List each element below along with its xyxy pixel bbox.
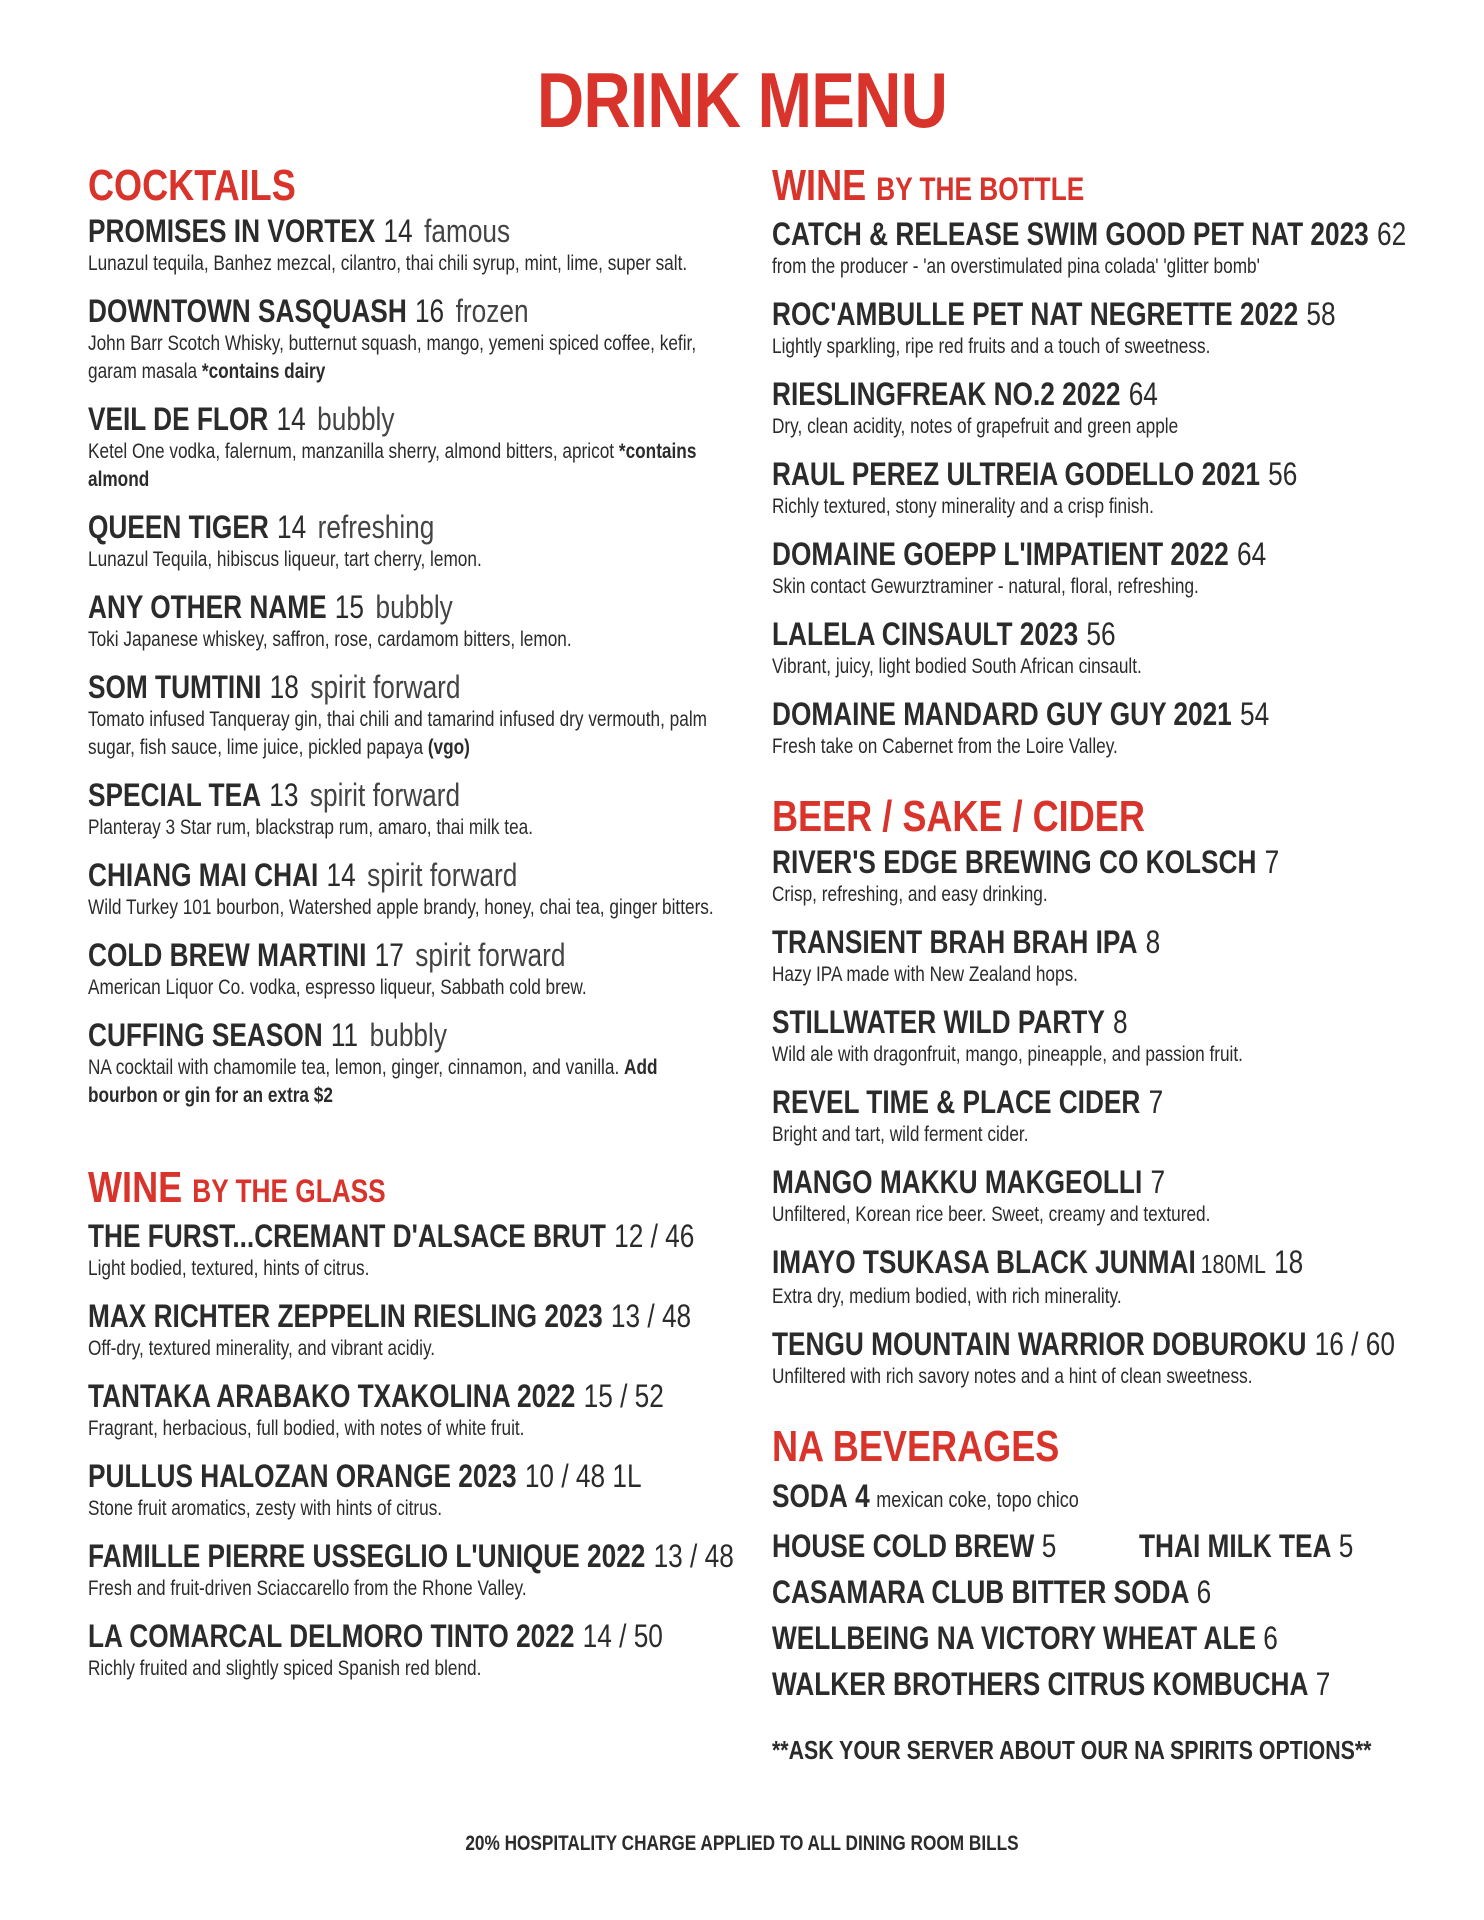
menu-item-price: 16 / 60 <box>1314 1326 1395 1362</box>
menu-item-note: Add bourbon or gin for an extra $2 <box>88 1056 658 1107</box>
menu-item-name: RIESLINGFREAK NO.2 2022 <box>772 376 1121 412</box>
menu-item-price: 14 <box>383 213 413 249</box>
menu-item-header <box>772 843 1297 881</box>
menu-item-description: Ketel One vodka, falernum, manzanilla sherry, almond bitters, apricot *contains almond <box>88 440 697 491</box>
menu-item-price: 64 <box>1236 536 1267 572</box>
menu-item-price: 64 <box>1128 376 1158 412</box>
menu-item-price: 7 <box>1150 1164 1166 1200</box>
beer-list <box>772 843 1412 1391</box>
menu-item <box>772 455 1412 521</box>
menu-item-description: Richly textured, stony minerality and a crisp finish. <box>772 495 1154 518</box>
menu-item-style: spirit forward <box>415 937 566 973</box>
menu-item <box>772 295 1412 361</box>
left-column <box>88 160 734 1697</box>
menu-item-price: 54 <box>1239 696 1270 732</box>
menu-item-price: 17 <box>374 937 404 973</box>
menu-item-price: 16 <box>414 293 445 329</box>
menu-item-description: Off-dry, textured minerality, and vibrant acidiy. <box>88 1337 436 1360</box>
menu-item <box>88 1537 734 1603</box>
menu-item-price: 12 / 46 <box>614 1218 695 1254</box>
menu-item-note: *contains almond <box>88 440 697 491</box>
menu-item-name: PROMISES IN VORTEX <box>88 213 376 249</box>
menu-item-name: DOMAINE MANDARD GUY GUY 2021 <box>772 696 1232 732</box>
menu-item-name: THE FURST...CREMANT D'ALSACE BRUT <box>88 1218 606 1254</box>
menu-item-name: ANY OTHER NAME <box>88 589 327 625</box>
menu-item-price: 14 <box>276 509 307 545</box>
menu-item-price: 58 <box>1306 296 1336 332</box>
right-column <box>772 160 1412 1766</box>
cocktail-list <box>88 212 728 1110</box>
menu-item-header <box>772 295 1336 333</box>
na-spirits-note: **ASK YOUR SERVER ABOUT OUR NA SPIRITS OPTIONS** <box>772 1735 1372 1765</box>
menu-item-description: Richly fruited and slightly spiced Spanish red blend. <box>88 1657 482 1680</box>
menu-item <box>88 1016 728 1110</box>
menu-item-price: 56 <box>1268 456 1298 492</box>
menu-item-header <box>88 1457 642 1495</box>
menu-item-name: CATCH & RELEASE SWIM GOOD PET NAT 2023 <box>772 216 1369 252</box>
menu-item <box>88 856 728 922</box>
menu-item-name: QUEEN TIGER <box>88 509 269 545</box>
menu-item-name: LALELA CINSAULT 2023 <box>772 616 1079 652</box>
menu-item-price: 7 <box>1264 844 1280 880</box>
menu-item <box>88 936 728 1002</box>
menu-item-header <box>772 923 1297 961</box>
menu-item-name: PULLUS HALOZAN ORANGE 2023 <box>88 1458 517 1494</box>
menu-item-header <box>88 588 613 626</box>
menu-item-name: MAX RICHTER ZEPPELIN RIESLING 2023 <box>88 1298 603 1334</box>
menu-item-header <box>772 1163 1297 1201</box>
menu-item-header <box>772 215 1407 253</box>
menu-item <box>88 292 728 386</box>
menu-item <box>772 695 1412 761</box>
menu-item-price: 8 <box>1113 1004 1128 1040</box>
menu-item-header <box>88 1016 613 1054</box>
menu-item-price: 14 / 50 <box>582 1618 663 1654</box>
menu-item-description: Wild ale with dragonfruit, mango, pineapple, and passion fruit. <box>772 1043 1243 1066</box>
menu-item-description: Lunazul tequila, Banhez mezcal, cilantro, thai chili syrup, mint, lime, super salt. <box>88 252 688 275</box>
na-item-casamara: CASAMARA CLUB BITTER SODA 6 <box>772 1574 1212 1610</box>
menu-item-style: famous <box>424 213 511 249</box>
menu-item <box>88 1617 728 1683</box>
menu-item-description: Unfiltered, Korean rice beer. Sweet, creamy and textured. <box>772 1203 1211 1226</box>
menu-item-header <box>88 1537 734 1575</box>
menu-item-style: spirit forward <box>310 669 461 705</box>
menu-item-header <box>88 400 613 438</box>
menu-item-header <box>88 1617 663 1655</box>
menu-item-name: REVEL TIME & PLACE CIDER <box>772 1084 1141 1120</box>
menu-item-name: TANTAKA ARABAKO TXAKOLINA 2022 <box>88 1378 576 1414</box>
menu-item-price: 56 <box>1086 616 1116 652</box>
menu-item-header <box>88 508 613 546</box>
menu-item-name: SPECIAL TEA <box>88 777 262 813</box>
wine-glass-list <box>88 1217 734 1683</box>
na-item-cold-brew: HOUSE COLD BREW 5 THAI MILK TEA 5 <box>772 1523 1297 1569</box>
menu-item <box>88 668 728 762</box>
menu-item-name: CHIANG MAI CHAI <box>88 857 319 893</box>
menu-item-price: 18 <box>269 669 299 705</box>
menu-item-header <box>88 1217 695 1255</box>
menu-item-header <box>88 212 613 250</box>
menu-item-header <box>772 1243 1304 1283</box>
menu-item-header <box>772 695 1297 733</box>
na-item-soda: SODA 4 mexican coke, topo chico <box>772 1478 1079 1514</box>
menu-item <box>88 400 728 494</box>
menu-item-price: 13 / 48 <box>653 1538 734 1574</box>
menu-item-description: NA cocktail with chamomile tea, lemon, ginger, cinnamon, and vanilla. Add bourbon or gin for an extra $2 <box>88 1056 658 1107</box>
menu-item-description: Hazy IPA made with New Zealand hops. <box>772 963 1078 986</box>
menu-item-name: COLD BREW MARTINI <box>88 937 367 973</box>
menu-item <box>88 1217 728 1283</box>
menu-item-name: IMAYO TSUKASA BLACK JUNMAI <box>772 1244 1196 1280</box>
menu-item-description: Lunazul Tequila, hibiscus liqueur, tart cherry, lemon. <box>88 548 482 571</box>
menu-item-price: 18 <box>1274 1244 1304 1280</box>
menu-item <box>772 1163 1412 1229</box>
menu-item-header <box>772 535 1297 573</box>
menu-item-name: FAMILLE PIERRE USSEGLIO L'UNIQUE 2022 <box>88 1538 646 1574</box>
menu-item-name: CUFFING SEASON <box>88 1017 323 1053</box>
menu-item-style: frozen <box>455 293 529 329</box>
na-item-kombucha: WALKER BROTHERS CITRUS KOMBUCHA 7 <box>772 1666 1331 1702</box>
menu-item-description: Unfiltered with rich savory notes and a hint of clean sweetness. <box>772 1365 1253 1388</box>
menu-item-name: RIVER'S EDGE BREWING CO KOLSCH <box>772 844 1257 880</box>
hospitality-charge-note: 20% HOSPITALITY CHARGE APPLIED TO ALL DINING ROOM BILLS <box>465 1832 1019 1855</box>
menu-item <box>772 843 1412 909</box>
wine-glass-heading: WINE BY THE GLASS <box>88 1163 386 1212</box>
menu-item-description: Fragrant, herbacious, full bodied, with notes of white fruit. <box>88 1417 525 1440</box>
menu-item-size: 180ML <box>1200 1249 1266 1279</box>
menu-item-price: 13 / 48 <box>610 1298 692 1334</box>
menu-item-header <box>88 1297 692 1335</box>
menu-item-description: Lightly sparkling, ripe red fruits and a touch of sweetness. <box>772 335 1211 358</box>
beer-heading: BEER / SAKE / CIDER <box>772 792 1145 841</box>
menu-item-description: Stone fruit aromatics, zesty with hints of citrus. <box>88 1497 443 1520</box>
menu-item-description: Planteray 3 Star rum, blackstrap rum, amaro, thai milk tea. <box>88 816 534 839</box>
menu-item-header <box>88 936 613 974</box>
menu-item <box>88 1377 728 1443</box>
menu-item <box>88 212 728 278</box>
menu-item-name: DOMAINE GOEPP L'IMPATIENT 2022 <box>772 536 1229 572</box>
menu-item-header <box>88 668 613 706</box>
menu-item-price: 15 / 52 <box>583 1378 664 1414</box>
menu-item <box>772 1083 1412 1149</box>
menu-item-description: Skin contact Gewurztraminer - natural, floral, refreshing. <box>772 575 1199 598</box>
menu-item <box>772 1325 1412 1391</box>
menu-item-header <box>88 776 613 814</box>
menu-item <box>88 1297 728 1363</box>
menu-item-description: American Liquor Co. vodka, espresso liqueur, Sabbath cold brew. <box>88 976 587 999</box>
menu-item-name: DOWNTOWN SASQUASH <box>88 293 407 329</box>
menu-item-price: 13 <box>269 777 299 813</box>
menu-item-price: 10 / 48 1L <box>524 1458 642 1494</box>
menu-item-name: TRANSIENT BRAH BRAH IPA <box>772 924 1138 960</box>
menu-item-name: RAUL PEREZ ULTREIA GODELLO 2021 <box>772 456 1260 492</box>
menu-item-description: Vibrant, juicy, light bodied South African cinsault. <box>772 655 1142 678</box>
menu-item <box>772 215 1412 281</box>
menu-item <box>88 1457 728 1523</box>
menu-item-style: spirit forward <box>309 777 461 813</box>
menu-item-description: Wild Turkey 101 bourbon, Watershed apple brandy, honey, chai tea, ginger bitters. <box>88 896 714 919</box>
menu-item-name: STILLWATER WILD PARTY <box>772 1004 1105 1040</box>
menu-item-price: 62 <box>1376 216 1407 252</box>
menu-item-style: refreshing <box>317 509 435 545</box>
menu-item-style: bubbly <box>317 401 395 437</box>
menu-item-price: 14 <box>276 401 306 437</box>
menu-item-description: Light bodied, textured, hints of citrus. <box>88 1257 370 1280</box>
menu-item-header <box>88 292 613 330</box>
menu-item-description: Toki Japanese whiskey, saffron, rose, cardamom bitters, lemon. <box>88 628 572 651</box>
menu-item <box>772 615 1412 681</box>
menu-item-header <box>772 615 1297 653</box>
menu-item-name: ROC'AMBULLE PET NAT NEGRETTE 2022 <box>772 296 1299 332</box>
menu-item <box>772 375 1412 441</box>
menu-item-description: Fresh and fruit-driven Sciaccarello from the Rhone Valley. <box>88 1577 527 1600</box>
menu-item <box>88 588 728 654</box>
menu-item-style: spirit forward <box>367 857 518 893</box>
menu-item-price: 14 <box>326 857 356 893</box>
menu-item-header <box>772 455 1297 493</box>
menu-item-note: (vgo) <box>427 736 470 759</box>
menu-item-description: from the producer - 'an overstimulated pina colada' 'glitter bomb' <box>772 255 1260 278</box>
menu-item-description: Fresh take on Cabernet from the Loire Valley. <box>772 735 1118 758</box>
na-heading: NA BEVERAGES <box>772 1422 1060 1471</box>
menu-item-price: 15 <box>334 589 364 625</box>
menu-item <box>772 535 1412 601</box>
cocktails-heading: COCKTAILS <box>88 161 296 210</box>
menu-item-price: 7 <box>1148 1084 1164 1120</box>
menu-item-header <box>772 1325 1395 1363</box>
menu-item-name: TENGU MOUNTAIN WARRIOR DOBUROKU <box>772 1326 1307 1362</box>
menu-item <box>772 1243 1412 1311</box>
wine-bottle-heading: WINE BY THE BOTTLE <box>772 161 1085 210</box>
menu-item-style: bubbly <box>375 589 453 625</box>
page-title: DRINK MENU <box>536 56 948 144</box>
menu-item-name: SOM TUMTINI <box>88 669 262 705</box>
menu-item-style: bubbly <box>369 1017 447 1053</box>
menu-item <box>88 508 728 574</box>
menu-item-name: VEIL DE FLOR <box>88 401 269 437</box>
menu-item <box>772 923 1412 989</box>
menu-item-price: 8 <box>1145 924 1161 960</box>
na-item-wellbeing: WELLBEING NA VICTORY WHEAT ALE 6 <box>772 1620 1278 1656</box>
wine-bottle-list <box>772 215 1412 761</box>
menu-item-description: Crisp, refreshing, and easy drinking. <box>772 883 1048 906</box>
menu-item-description: John Barr Scotch Whisky, butternut squash, mango, yemeni spiced coffee, kefir, garam masala *contains dairy <box>88 332 697 383</box>
menu-item-price: 11 <box>330 1017 359 1053</box>
menu-item-header <box>772 1003 1297 1041</box>
menu-item-header <box>772 375 1297 413</box>
menu-item-description: Extra dry, medium bodied, with rich minerality. <box>772 1285 1122 1308</box>
menu-item-header <box>772 1083 1297 1121</box>
menu-item <box>88 776 728 842</box>
na-item-thai-milk-tea: THAI MILK TEA 5 <box>1139 1528 1354 1564</box>
menu-item-header <box>88 856 613 894</box>
menu-item-note: *contains dairy <box>201 360 326 383</box>
menu-item-name: MANGO MAKKU MAKGEOLLI <box>772 1164 1143 1200</box>
menu-item-header <box>88 1377 664 1415</box>
menu-item <box>772 1003 1412 1069</box>
menu-item-description: Bright and tart, wild ferment cider. <box>772 1123 1029 1146</box>
menu-item-description: Dry, clean acidity, notes of grapefruit and green apple <box>772 415 1179 438</box>
menu-item-name: LA COMARCAL DELMORO TINTO 2022 <box>88 1618 575 1654</box>
menu-item-description: Tomato infused Tanqueray gin, thai chili and tamarind infused dry vermouth, palm sugar, fish sauce, lime juice, pickled papaya (vgo) <box>88 708 707 759</box>
